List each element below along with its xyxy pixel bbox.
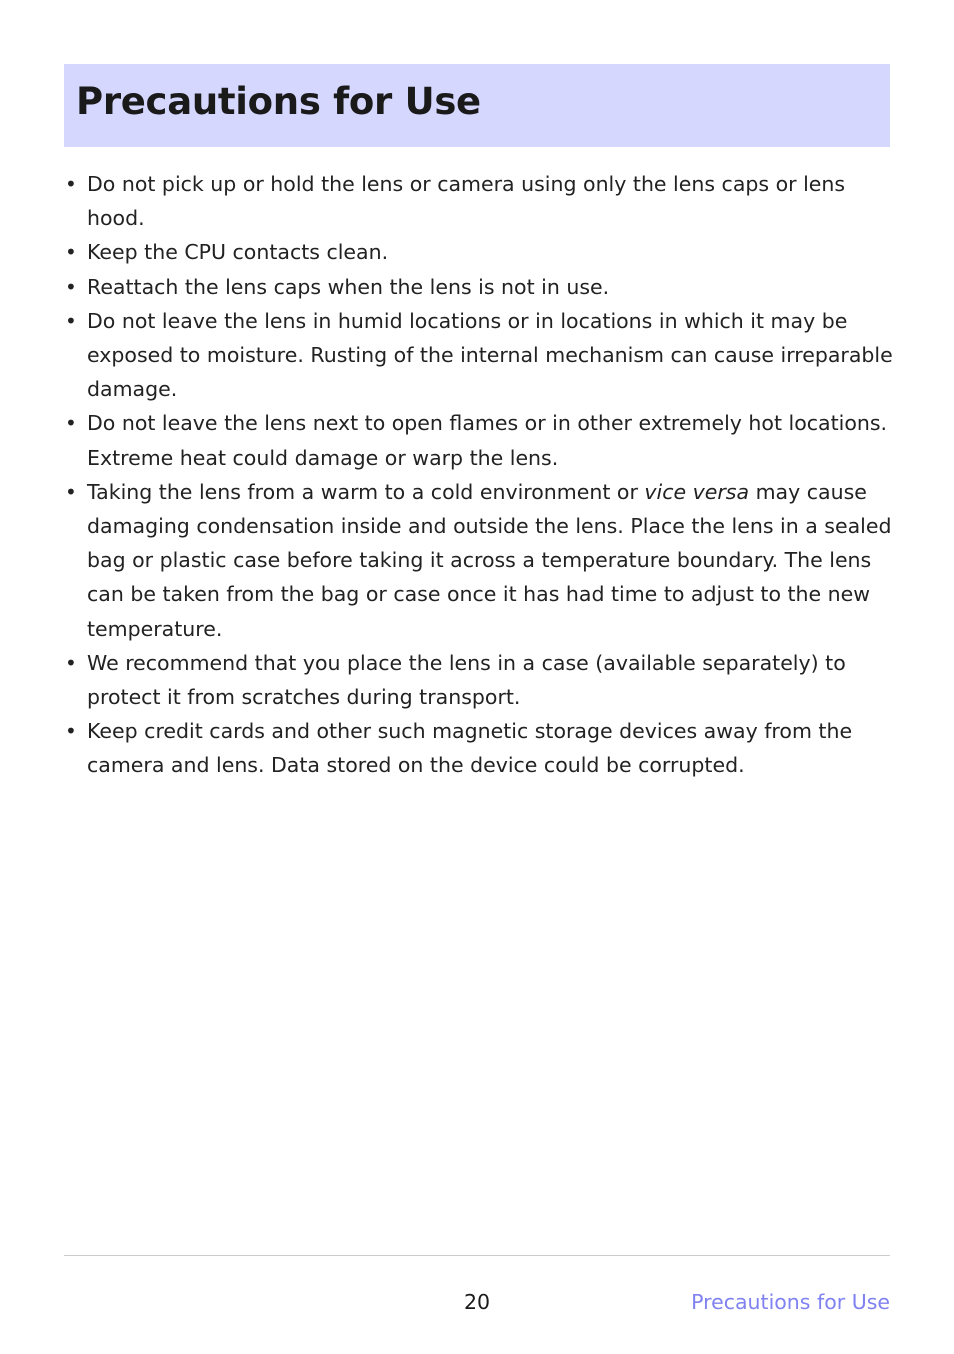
- list-item-text-before: Taking the lens from a warm to a cold environment or: [87, 479, 645, 504]
- list-item: [64, 646, 894, 714]
- footer-divider: [64, 1255, 890, 1256]
- list-item-text: Reattach the lens caps when the lens is not in use.: [87, 274, 610, 299]
- bullet-icon: •: [65, 172, 77, 196]
- list-item-text-after: may cause damaging condensation inside and outside the lens. Place the lens in a sealed bag or plastic case before taking it across a temperature boundary. The lens can be taken from the bag or case once it has had time to adjust to the new temperature.: [87, 479, 892, 641]
- bullet-icon: •: [65, 411, 77, 436]
- list-item: [64, 270, 894, 304]
- list-item-text: Keep the CPU contacts clean.: [87, 240, 389, 265]
- bullet-icon: •: [65, 479, 77, 504]
- list-item-text: Do not pick up or hold the lens or camera using only the lens caps or lens hood.: [87, 172, 846, 231]
- bullet-icon: •: [65, 274, 77, 299]
- bullet-icon: •: [65, 719, 77, 744]
- bullet-icon: •: [65, 240, 77, 265]
- page-number: 20: [463, 1290, 491, 1314]
- list-item: [64, 304, 894, 407]
- list-item-text: We recommend that you place the lens in a case (available separately) to protect it from scratches during transport.: [87, 650, 846, 710]
- list-item: [64, 167, 894, 235]
- list-item: [64, 475, 894, 646]
- list-item: [64, 406, 894, 474]
- page-header: [64, 64, 890, 147]
- list-item-text-italic: vice versa: [644, 479, 750, 504]
- list-item-text: Do not leave the lens next to open flames or in other extremely hot locations. Extreme heat could damage or warp the lens.: [87, 411, 888, 470]
- bullet-icon: •: [65, 308, 77, 333]
- list-item-text: Keep credit cards and other such magnetic storage devices away from the camera and lens. Data stored on the device could be corrupted.: [87, 719, 853, 778]
- list-item-text: Do not leave the lens in humid locations or in locations in which it may be exposed to moisture. Rusting of the internal mechanism can cause irreparable damage.: [87, 308, 893, 402]
- bullet-icon: •: [65, 650, 77, 675]
- precautions-list: [64, 167, 894, 783]
- list-item: [64, 714, 894, 782]
- page-title: Precautions for Use: [76, 80, 481, 123]
- section-link[interactable]: Precautions for Use: [691, 1290, 890, 1314]
- list-item: [64, 235, 894, 269]
